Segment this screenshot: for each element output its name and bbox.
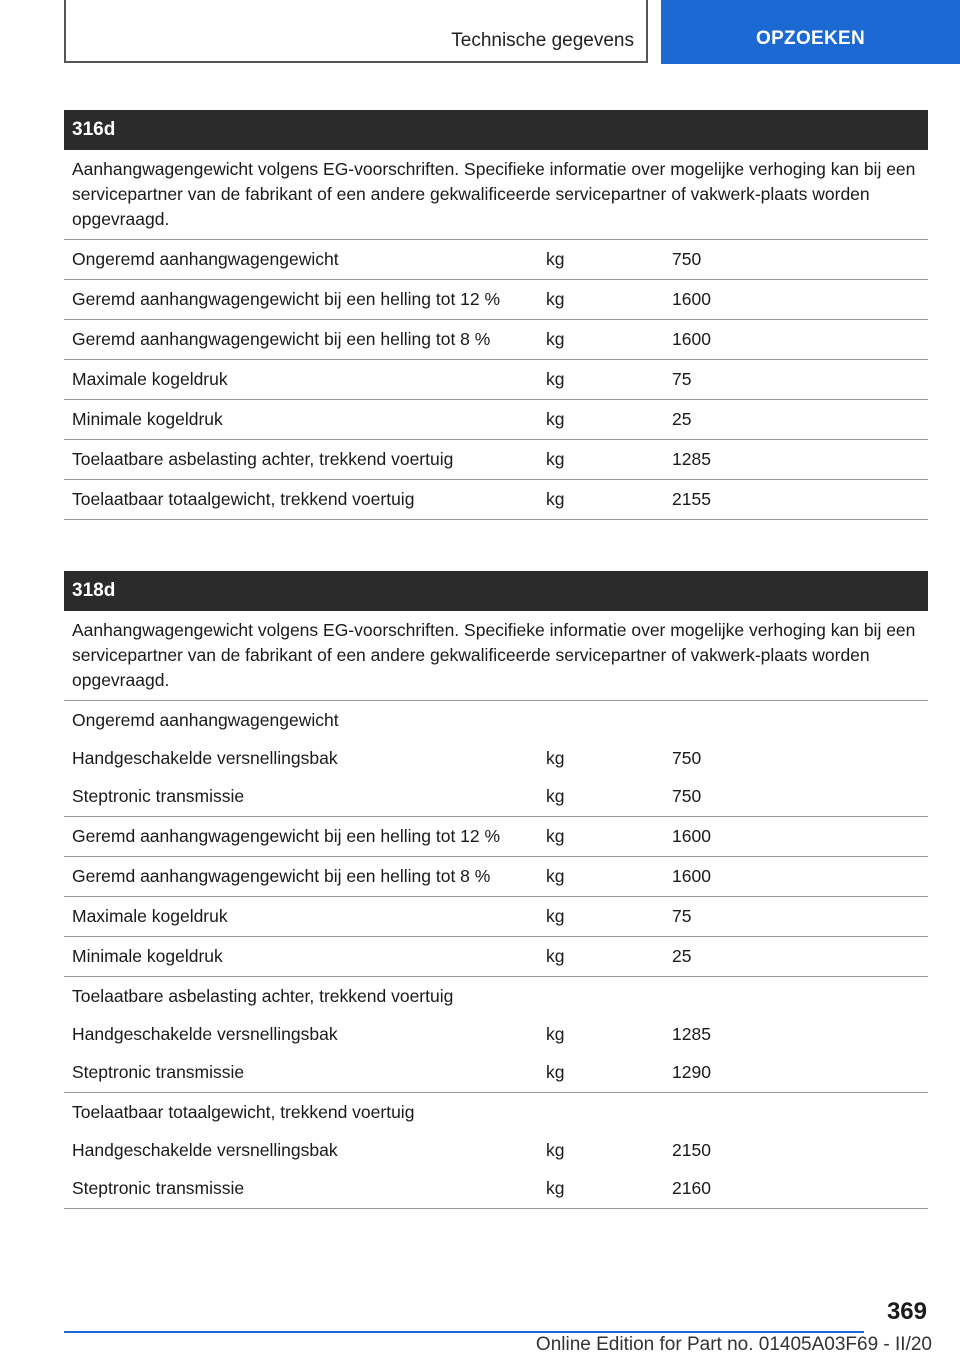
table-row [64,778,928,817]
section-title: 316d [64,110,928,150]
footer-divider [64,1331,864,1333]
row-unit: kg [546,1024,565,1044]
row-value: 750 [672,249,702,269]
group-heading: Toelaatbare asbelasting achter, trekkend voertuig [72,986,454,1006]
row-unit: kg [546,489,565,509]
row-label: Geremd aanhangwagengewicht bij een helling tot 8 % [72,329,491,349]
group-heading-row [64,701,928,740]
row-label: Ongeremd aanhangwagengewicht [72,249,339,269]
page-header [64,0,960,66]
table-row [64,740,928,778]
row-unit: kg [546,369,565,389]
table-row [64,857,928,897]
row-label: Handgeschakelde versnellingsbak [72,1140,338,1160]
section-description: Aanhangwagengewicht volgens EG-voorschriften. Specifieke informatie over mogelijke verhoging kan bij een servicepartner van de fabrikant of een andere gekwalificeerde servicepartner of vakwerk-plaats worden opgevraagd. [64,150,928,240]
row-value: 750 [672,748,702,768]
table-row [64,817,928,857]
table-row [64,280,928,320]
table-row [64,897,928,937]
row-label: Steptronic transmissie [72,1062,245,1082]
row-value: 2155 [672,489,711,509]
row-unit: kg [546,826,565,846]
table-row [64,440,928,480]
table-row [64,937,928,977]
header-title-box [64,0,648,63]
row-unit: kg [546,449,565,469]
row-label: Minimale kogeldruk [72,409,223,429]
row-value: 2160 [672,1178,711,1198]
row-label: Handgeschakelde versnellingsbak [72,748,338,768]
row-unit: kg [546,289,565,309]
row-value: 1600 [672,826,711,846]
table-row [64,1054,928,1093]
table-row [64,1132,928,1170]
footer-edition: Online Edition for Part no. 01405A03F69 - II/20 [535,1334,932,1355]
group-heading-row [64,1093,928,1132]
row-unit: kg [546,748,565,768]
row-unit: kg [546,249,565,269]
table-row [64,480,928,520]
table-row [64,1016,928,1054]
table-row [64,1170,928,1209]
section-316d [64,110,928,520]
row-value: 25 [672,946,692,966]
row-unit: kg [546,866,565,886]
row-value: 1600 [672,329,711,349]
row-value: 1285 [672,449,711,469]
row-label: Maximale kogeldruk [72,906,228,926]
row-label: Steptronic transmissie [72,786,245,806]
row-value: 75 [672,369,692,389]
group-heading: Ongeremd aanhangwagengewicht [72,710,339,730]
row-unit: kg [546,329,565,349]
table-row [64,240,928,280]
table-row [64,400,928,440]
row-value: 750 [672,786,702,806]
row-value: 25 [672,409,692,429]
row-label: Maximale kogeldruk [72,369,228,389]
row-value: 1600 [672,866,711,886]
table-row [64,360,928,400]
row-value: 1285 [672,1024,711,1044]
page-number: 369 [886,1298,927,1325]
row-label: Minimale kogeldruk [72,946,223,966]
row-label: Toelaatbare asbelasting achter, trekkend voertuig [72,449,454,469]
group-heading-row [64,977,928,1016]
section-318d [64,571,928,1209]
row-label: Steptronic transmissie [72,1178,245,1198]
row-label: Geremd aanhangwagengewicht bij een helling tot 8 % [72,866,491,886]
row-value: 1600 [672,289,711,309]
row-unit: kg [546,946,565,966]
row-unit: kg [546,906,565,926]
row-value: 75 [672,906,692,926]
tab-opzoeken[interactable]: OPZOEKEN [661,0,960,64]
row-value: 1290 [672,1062,711,1082]
header-title: Technische gegevens [451,30,634,51]
row-unit: kg [546,1062,565,1082]
row-label: Toelaatbaar totaalgewicht, trekkend voertuig [72,489,415,509]
section-title: 318d [64,571,928,611]
row-label: Handgeschakelde versnellingsbak [72,1024,338,1044]
row-unit: kg [546,1140,565,1160]
row-label: Geremd aanhangwagengewicht bij een helling tot 12 % [72,289,501,309]
section-description: Aanhangwagengewicht volgens EG-voorschriften. Specifieke informatie over mogelijke verhoging kan bij een servicepartner van de fabrikant of een andere gekwalificeerde servicepartner of vakwerk-plaats worden opgevraagd. [64,611,928,701]
row-unit: kg [546,409,565,429]
group-heading: Toelaatbaar totaalgewicht, trekkend voertuig [72,1102,415,1122]
row-label: Geremd aanhangwagengewicht bij een helling tot 12 % [72,826,501,846]
row-value: 2150 [672,1140,711,1160]
table-row [64,320,928,360]
row-unit: kg [546,786,565,806]
row-unit: kg [546,1178,565,1198]
